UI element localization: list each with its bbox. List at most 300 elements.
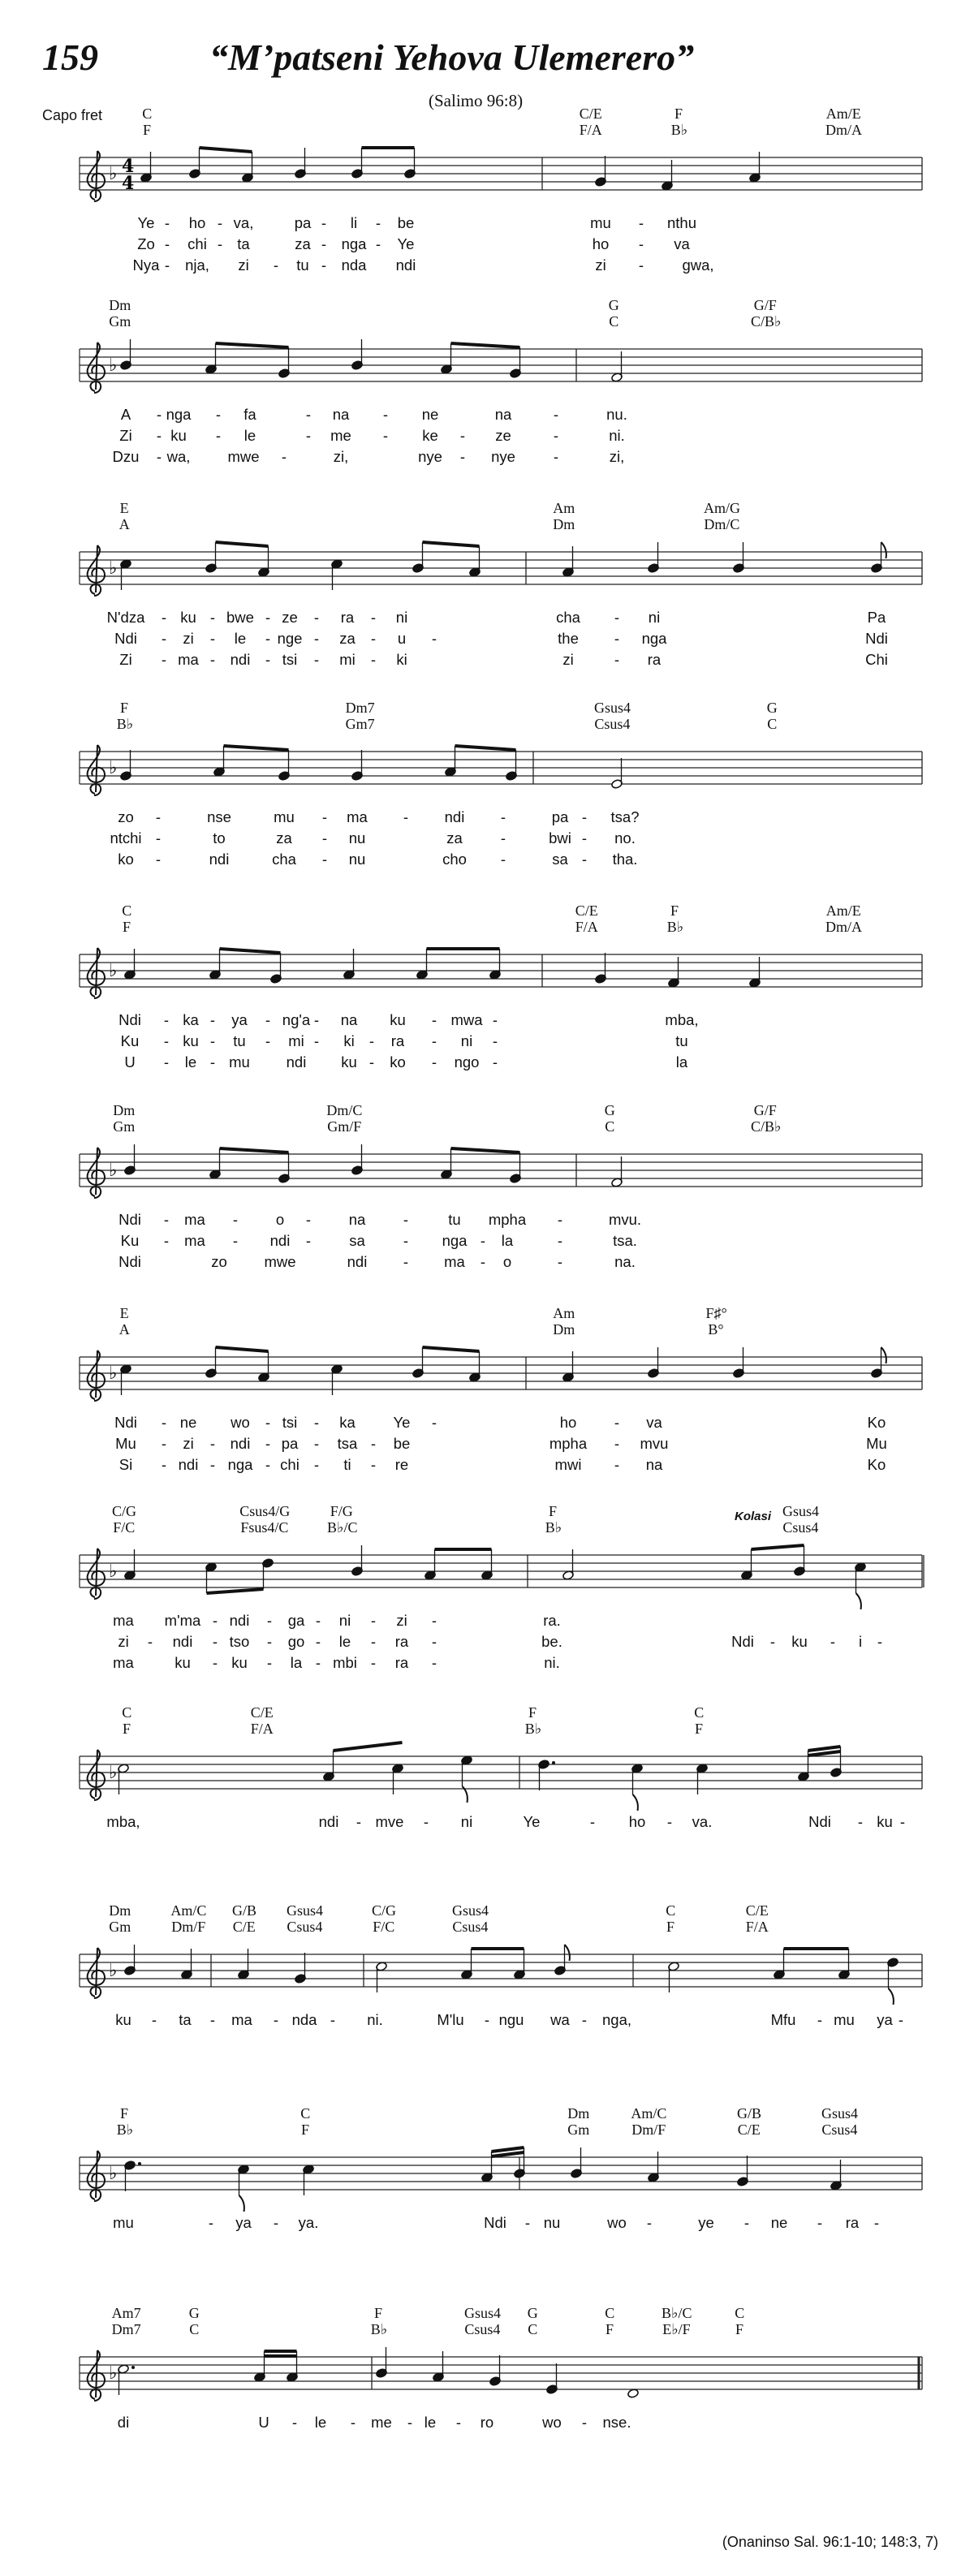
note-beam [334, 1742, 403, 1751]
lyric-hyphen: - [147, 1633, 153, 1650]
lyric-hyphen: - [273, 256, 279, 274]
lyric-syllable: ndi [178, 1456, 199, 1473]
lyric-hyphen: - [313, 1032, 320, 1049]
lyric-hyphen: - [743, 2214, 750, 2231]
chord-symbol: C [666, 1902, 676, 1919]
lyric-syllable: sa [552, 851, 568, 868]
lyric-syllable: ra [647, 651, 662, 668]
staff [0, 1740, 974, 1854]
lyric-syllable: mwi [554, 1456, 582, 1473]
chord-symbol: C [122, 1704, 132, 1721]
lyric-syllable: ra. [543, 1612, 561, 1629]
treble-clef-icon [88, 545, 105, 596]
chord-symbol: Gsus4 [463, 2305, 502, 2321]
staff [0, 2141, 974, 2255]
key-signature-flat-icon: ♭ [109, 355, 118, 376]
lyric-syllable: na [348, 1211, 366, 1228]
lyric-syllable: ga [287, 1612, 305, 1629]
lyric-hyphen: - [553, 448, 559, 465]
chord-symbol: F [528, 1704, 537, 1721]
chord-symbol: F [122, 919, 131, 935]
staff [0, 1938, 974, 2052]
lyric-syllable: Chi [865, 651, 888, 668]
chord-symbol: B♭ [666, 919, 684, 935]
chord-symbol: B♭ [116, 716, 134, 732]
lyric-hyphen: - [370, 651, 377, 668]
chord-symbol: C [300, 2105, 311, 2122]
chord-symbol: Dm/C [326, 1102, 363, 1118]
chord-symbol: C/G [371, 1902, 397, 1919]
lyric-syllable: ndi [209, 851, 230, 868]
lyric-syllable: ndi [286, 1053, 307, 1070]
lyric-syllable: me [330, 427, 351, 444]
lyric-hyphen: - [313, 1456, 320, 1473]
staff [0, 1539, 974, 1652]
lyric-syllable: ho [559, 1414, 577, 1431]
lyric-hyphen: - [232, 1232, 239, 1249]
lyric-syllable: li [350, 214, 358, 231]
lyric-syllable: ku [877, 1813, 893, 1830]
lyric-syllable: zi, [333, 448, 349, 465]
lyric-syllable: Zi [119, 651, 132, 668]
staff-system [0, 106, 974, 308]
lyric-hyphen: - [305, 427, 312, 444]
lyric-syllable: nu. [606, 406, 627, 423]
note-dot [131, 2366, 135, 2369]
lyric-hyphen: - [614, 1435, 620, 1452]
lyric-syllable: N'dza [106, 609, 145, 626]
lyric-syllable: za [276, 829, 292, 846]
lyric-hyphen: - [500, 808, 506, 825]
lyric-hyphen: - [455, 2414, 462, 2431]
lyric-hyphen: - [857, 1813, 864, 1830]
note-beam [207, 1589, 264, 1593]
lyric-syllable: chi [187, 235, 207, 252]
note-beam [492, 2147, 524, 2152]
lyric-hyphen: - [581, 2414, 588, 2431]
lyric-hyphen: - [212, 1612, 218, 1629]
chord-symbol: C/E [745, 1902, 769, 1919]
lyric-hyphen: - [638, 235, 644, 252]
lyric-hyphen: - [492, 1053, 498, 1070]
lyric-syllable: ma [113, 1612, 134, 1629]
lyric-hyphen: - [291, 2414, 298, 2431]
key-signature-flat-icon: ♭ [109, 2164, 118, 2184]
note-beam [808, 1751, 841, 1755]
chord-symbol: Dm/A [825, 919, 862, 935]
lyric-hyphen: - [431, 1654, 437, 1671]
chord-symbol: Csus4 [821, 2122, 858, 2138]
lyric-syllable: ndi [395, 256, 416, 274]
key-signature-flat-icon: ♭ [109, 1161, 118, 1181]
chord-symbol: Am [553, 500, 575, 516]
lyric-syllable: ko [390, 1053, 406, 1070]
lyric-syllable: Zi [119, 427, 132, 444]
staff [0, 735, 974, 849]
lyric-syllable: o [275, 1211, 285, 1228]
lyric-hyphen: - [321, 808, 328, 825]
chord-symbol: F/C [373, 1919, 395, 1935]
chord-symbol: F [119, 700, 129, 716]
chord-symbol: C/E [232, 1919, 256, 1935]
chord-symbol: F/A [745, 1919, 769, 1935]
lyric-hyphen: - [382, 406, 389, 423]
chord-symbol: C [528, 2321, 538, 2337]
lyric-syllable: ta [179, 2011, 192, 2028]
lyric-syllable: ke [422, 427, 438, 444]
lyric-syllable: ma [184, 1211, 205, 1228]
lyric-syllable: ni. [609, 427, 625, 444]
lyric-syllable: zi [595, 256, 606, 274]
lyric-syllable: nga [341, 235, 367, 252]
lyric-syllable: ku [231, 1654, 248, 1671]
chord-symbol: F [373, 2305, 383, 2321]
lyric-syllable: U [124, 1053, 136, 1070]
lyric-hyphen: - [553, 427, 559, 444]
chord-symbol: B♭ [370, 2321, 388, 2337]
lyric-hyphen: - [370, 1633, 377, 1650]
chord-symbol: Gm [113, 1118, 136, 1135]
lyric-hyphen: - [266, 1612, 273, 1629]
lyric-hyphen: - [212, 1654, 218, 1671]
chord-symbol: Gsus4 [821, 2105, 859, 2122]
lyric-hyphen: - [375, 214, 381, 231]
lyric-hyphen: - [330, 2011, 336, 2028]
chord-symbol: Gsus4 [451, 1902, 489, 1919]
lyric-hyphen: - [350, 2414, 356, 2431]
lyric-hyphen: - [313, 1011, 320, 1028]
lyric-hyphen: - [155, 851, 162, 868]
lyric-syllable: nse. [602, 2414, 631, 2431]
chord-symbol: A [119, 1321, 130, 1338]
lyric-hyphen: - [161, 1414, 167, 1431]
lyric-hyphen: - [614, 609, 620, 626]
lyric-syllable: A [120, 406, 131, 423]
note-head [627, 2389, 640, 2399]
staff [0, 333, 974, 446]
lyric-hyphen: - [208, 2214, 214, 2231]
lyric-hyphen: - [500, 851, 506, 868]
lyric-syllable: ngo [454, 1053, 480, 1070]
lyric-hyphen: - [492, 1011, 498, 1028]
lyric-hyphen: - [431, 1053, 437, 1070]
lyric-syllable: di [117, 2414, 130, 2431]
chord-symbol: Dm [553, 1321, 575, 1338]
treble-clef-icon [88, 1350, 105, 1401]
lyric-hyphen: - [315, 1654, 321, 1671]
lyric-hyphen: - [163, 1011, 170, 1028]
lyric-syllable: ku [180, 609, 196, 626]
lyric-hyphen: - [638, 256, 644, 274]
staff-system [0, 1305, 974, 1508]
lyric-hyphen: - [266, 1633, 273, 1650]
lyric-syllable: zi [396, 1612, 407, 1629]
chord-symbol: F♯° [705, 1305, 727, 1321]
lyric-syllable: pa [294, 214, 312, 231]
treble-clef-icon [88, 2151, 105, 2201]
lyric-syllable: ra [394, 1654, 409, 1671]
lyric-hyphen: - [321, 256, 327, 274]
lyric-syllable: sa [349, 1232, 365, 1249]
staff-system [0, 500, 974, 703]
lyric-hyphen: - [321, 829, 328, 846]
lyric-hyphen: - [581, 829, 588, 846]
lyric-syllable: nge [277, 630, 303, 647]
treble-clef-icon [88, 948, 105, 998]
lyric-syllable: ze [282, 609, 298, 626]
lyric-syllable: Ndi [114, 1414, 137, 1431]
lyric-hyphen: - [315, 1612, 321, 1629]
lyric-syllable: ti [343, 1456, 351, 1473]
lyric-syllable: za [446, 829, 463, 846]
staff [0, 938, 974, 1052]
lyric-syllable: pa [551, 808, 569, 825]
lyric-syllable: va. [692, 1813, 713, 1830]
lyric-syllable: nda [291, 2011, 317, 2028]
chord-symbol: E [119, 500, 129, 516]
lyric-syllable: mpha [549, 1435, 588, 1452]
lyric-syllable: nga [166, 406, 192, 423]
lyric-hyphen: - [209, 651, 216, 668]
lyric-hyphen: - [232, 1211, 239, 1228]
note-flag [856, 1593, 861, 1609]
lyric-syllable: mwe [264, 1253, 296, 1270]
staff-system [0, 902, 974, 1105]
lyric-syllable: Ndi [119, 1253, 141, 1270]
lyric-hyphen: - [313, 651, 320, 668]
lyric-syllable: zi, [609, 448, 625, 465]
chord-symbol: Dm/A [825, 122, 862, 138]
staff [0, 2341, 974, 2454]
lyric-syllable: la [501, 1232, 514, 1249]
lyric-syllable: Ye [523, 1813, 541, 1830]
lyric-syllable: wa, [166, 448, 191, 465]
lyric-syllable: ya [235, 2214, 252, 2231]
lyric-syllable: ku [115, 2011, 131, 2028]
lyric-syllable: nu [543, 2214, 561, 2231]
chord-symbol: F [142, 122, 152, 138]
lyric-syllable: tu [233, 1032, 246, 1049]
lyric-syllable: Zo [137, 235, 155, 252]
lyric-syllable: nu [348, 829, 366, 846]
chord-symbol: G/F [753, 297, 777, 313]
chord-symbol: C [189, 2321, 200, 2337]
chord-symbol: F/A [579, 122, 602, 138]
lyric-syllable: ra [394, 1633, 409, 1650]
lyric-hyphen: - [666, 1813, 673, 1830]
chord-symbol: F [735, 2321, 744, 2337]
lyric-hyphen: - [321, 851, 328, 868]
note-beam [808, 1747, 841, 1751]
staff-system [0, 297, 974, 500]
lyric-syllable: mu [229, 1053, 250, 1070]
lyric-hyphen: - [524, 2214, 531, 2231]
lyric-syllable: wo [542, 2414, 562, 2431]
lyric-syllable: mi [288, 1032, 304, 1049]
chord-symbol: Fsus4/C [240, 1519, 289, 1536]
lyric-syllable: tu [296, 256, 309, 274]
lyric-syllable: ma [347, 808, 368, 825]
lyric-syllable: ze [495, 427, 511, 444]
lyric-hyphen: - [164, 235, 170, 252]
lyric-syllable: ho [628, 1813, 646, 1830]
lyric-hyphen: - [215, 427, 222, 444]
chord-symbol: Csus4 [782, 1519, 819, 1536]
chord-symbol: C [609, 313, 619, 330]
lyric-hyphen: - [403, 1211, 409, 1228]
lyric-syllable: mi [339, 651, 356, 668]
chord-symbol: Dm/F [171, 1919, 206, 1935]
lyric-syllable: ma [178, 651, 199, 668]
lyric-hyphen: - [614, 651, 620, 668]
chord-symbol: Dm [553, 516, 575, 532]
lyric-syllable: ni [460, 1813, 473, 1830]
lyric-syllable: ma [113, 1654, 134, 1671]
lyric-syllable: mu [834, 2011, 855, 2028]
lyric-syllable: le [234, 630, 247, 647]
lyric-syllable: cha [556, 609, 580, 626]
lyric-syllable: m'ma [164, 1612, 201, 1629]
chord-symbol: Dm [567, 2105, 590, 2122]
chord-symbol: Dm/F [631, 2122, 666, 2138]
staff [0, 536, 974, 649]
lyric-syllable: ne [421, 406, 439, 423]
chord-symbol: Csus4 [594, 716, 631, 732]
lyric-syllable: ro [480, 2414, 494, 2431]
lyric-syllable: mu [113, 2214, 134, 2231]
lyric-hyphen: - [209, 1053, 216, 1070]
staff [0, 1341, 974, 1454]
lyric-hyphen: - [614, 1456, 620, 1473]
lyric-hyphen: - [321, 235, 327, 252]
lyric-syllable: Ye [137, 214, 155, 231]
note-beam [455, 746, 516, 750]
song-number: 159 [42, 37, 98, 78]
lyric-syllable: tsa. [613, 1232, 637, 1249]
chord-symbol: G [188, 2305, 200, 2321]
lyric-syllable: mve [375, 1813, 404, 1830]
lyric-hyphen: - [407, 2414, 413, 2431]
lyric-hyphen: - [164, 256, 170, 274]
chord-symbol: C/B♭ [750, 313, 782, 330]
capo-label: Capo fret [42, 107, 103, 123]
lyric-hyphen: - [156, 448, 162, 465]
chord-symbol: C [605, 1118, 615, 1135]
lyric-hyphen: - [459, 448, 466, 465]
chord-symbol: G [766, 700, 778, 716]
chord-symbol: Dm [109, 297, 131, 313]
lyric-hyphen: - [492, 1032, 498, 1049]
lyric-hyphen: - [370, 609, 377, 626]
lyric-syllable: nga [442, 1232, 468, 1249]
lyric-syllable: tsa [337, 1435, 358, 1452]
staff-system [0, 2105, 974, 2308]
lyric-syllable: tha. [612, 851, 638, 868]
lyric-syllable: na [340, 1011, 358, 1028]
staff-system [0, 1503, 974, 1706]
lyric-syllable: wo [231, 1414, 250, 1431]
lyric-syllable: ndi [172, 1633, 193, 1650]
lyric-syllable: wo [607, 2214, 627, 2231]
lyric-hyphen: - [265, 1414, 271, 1431]
lyric-syllable: nye [418, 448, 442, 465]
lyric-syllable: ka [183, 1011, 199, 1028]
lyric-syllable: Dzu [112, 448, 140, 465]
lyric-syllable: Ndi [484, 2214, 506, 2231]
lyric-syllable: ho [188, 214, 206, 231]
lyric-syllable: Ndi [119, 1211, 141, 1228]
lyric-hyphen: - [321, 214, 327, 231]
chord-symbol: C/E [579, 106, 602, 122]
treble-clef-icon [88, 1948, 105, 1998]
lyric-hyphen: - [164, 214, 170, 231]
chord-symbol: C [122, 902, 132, 919]
lyric-syllable: le [184, 1053, 197, 1070]
lyric-syllable: ndi [269, 1232, 291, 1249]
note-beam [216, 542, 269, 546]
lyric-hyphen: - [156, 427, 162, 444]
note-flag [565, 1945, 570, 1961]
lyric-syllable: tsi [282, 1414, 298, 1431]
lyric-hyphen: - [877, 1633, 883, 1650]
lyric-syllable: ya. [298, 2214, 319, 2231]
chord-symbol: F/A [575, 919, 598, 935]
note-beam [451, 1148, 520, 1152]
lyric-hyphen: - [403, 1232, 409, 1249]
chord-symbol: Csus4/G [239, 1503, 291, 1519]
key-signature-flat-icon: ♭ [109, 1763, 118, 1783]
treble-clef-icon [88, 1549, 105, 1599]
lyric-syllable: mba, [106, 1813, 140, 1830]
chord-symbol: C [142, 106, 153, 122]
lyric-hyphen: - [265, 1011, 271, 1028]
lyric-hyphen: - [459, 427, 466, 444]
lyric-syllable: bwi [549, 829, 571, 846]
lyric-syllable: nthu [666, 214, 697, 231]
treble-clef-icon [88, 151, 105, 201]
key-signature-flat-icon: ♭ [109, 164, 118, 184]
lyric-syllable: gwa, [682, 256, 714, 274]
lyric-syllable: chi [280, 1456, 300, 1473]
lyric-hyphen: - [161, 651, 167, 668]
note-beam [224, 746, 289, 750]
lyric-syllable: i [858, 1633, 863, 1650]
lyric-hyphen: - [614, 630, 620, 647]
lyric-hyphen: - [500, 829, 506, 846]
lyric-hyphen: - [403, 1253, 409, 1270]
lyric-syllable: U [258, 2414, 269, 2431]
lyric-hyphen: - [161, 1456, 167, 1473]
chord-symbol: G/F [753, 1102, 777, 1118]
lyric-syllable: pa [281, 1435, 299, 1452]
lyric-syllable: nye [491, 448, 515, 465]
lyric-syllable: no. [614, 829, 636, 846]
lyric-hyphen: - [581, 851, 588, 868]
lyric-hyphen: - [266, 1654, 273, 1671]
lyric-hyphen: - [553, 406, 559, 423]
lyric-hyphen: - [151, 2011, 157, 2028]
lyric-hyphen: - [313, 609, 320, 626]
lyric-syllable: na [332, 406, 350, 423]
chord-symbol: G/B [736, 2105, 762, 2122]
lyric-hyphen: - [581, 2011, 588, 2028]
lyric-syllable: Pa [867, 609, 886, 626]
lyric-hyphen: - [898, 2011, 904, 2028]
lyric-syllable: ki [343, 1032, 355, 1049]
lyric-hyphen: - [305, 406, 312, 423]
lyric-syllable: Ko [867, 1456, 886, 1473]
note-beam [451, 343, 520, 347]
